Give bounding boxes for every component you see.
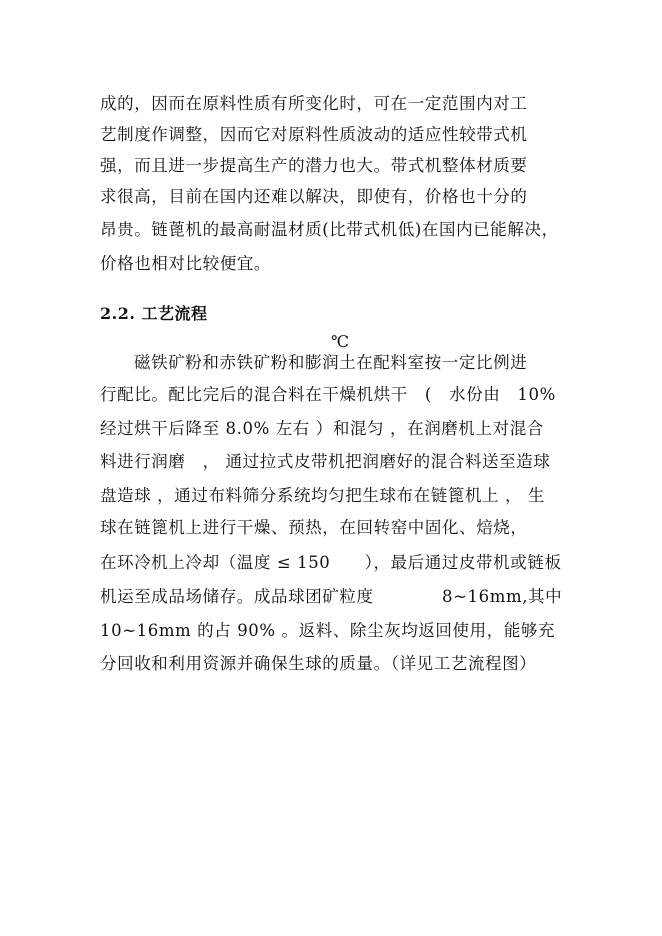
paragraph-2-line: 分回收和利用资源并确保生球的质量。（详见工艺流程图） [100,654,537,673]
paragraph-1-line: 艺制度作调整，因而它对原料性质波动的适应性较带式机 [100,125,528,144]
paragraph-2-line: 经过烘干后降至 8.0% 左右 ）和混匀 ，在润磨机上对混合 [100,419,544,438]
paragraph-1-line: 价格也相对比较便宜。 [100,254,271,273]
degree-symbol: ℃ [331,332,349,351]
section-heading: 2.2. 工艺流程 [100,304,208,323]
paragraph-2-line: 盘造球 ，通过布料筛分系统均匀把生球布在链篦机上 ， 生 [100,486,546,505]
paragraph-2-line: 在环冷机上冷却（温度 ≤ 150 ），最后通过皮带机或链板 [100,553,562,572]
paragraph-2-line: 球在链篦机上进行干燥、预热，在回转窑中固化、焙烧， [100,518,528,537]
paragraph-2-line: 料进行润磨 ， 通过拉式皮带机把润磨好的混合料送至造球 [100,452,551,471]
paragraph-2-line: 机运至成品场储存。成品球团矿粒度 8~16mm,其中 [100,587,563,606]
paragraph-2-line: 磁铁矿粉和赤铁矿粉和膨润土在配料室按一定比例进 [134,353,528,372]
paragraph-1-line: 求很高，目前在国内还难以解决，即使有，价格也十分的 [100,187,528,206]
paragraph-1-line: 成的，因而在原料性质有所变化时，可在一定范围内对工 [100,94,528,113]
paragraph-2-line: 行配比。配比完后的混合料在干燥机烘干 ( 水份由 10% [100,385,556,404]
paragraph-2-line: 10~16mm 的占 90% 。返料、除尘灰均返回使用，能够充 [100,621,556,640]
paragraph-1-line: 昂贵。链蓖机的最高耐温材质(比带式机低)在国内已能解决， [100,220,559,239]
paragraph-1-line: 强，而且进一步提高生产的潜力也大。带式机整体材质要 [100,156,528,175]
